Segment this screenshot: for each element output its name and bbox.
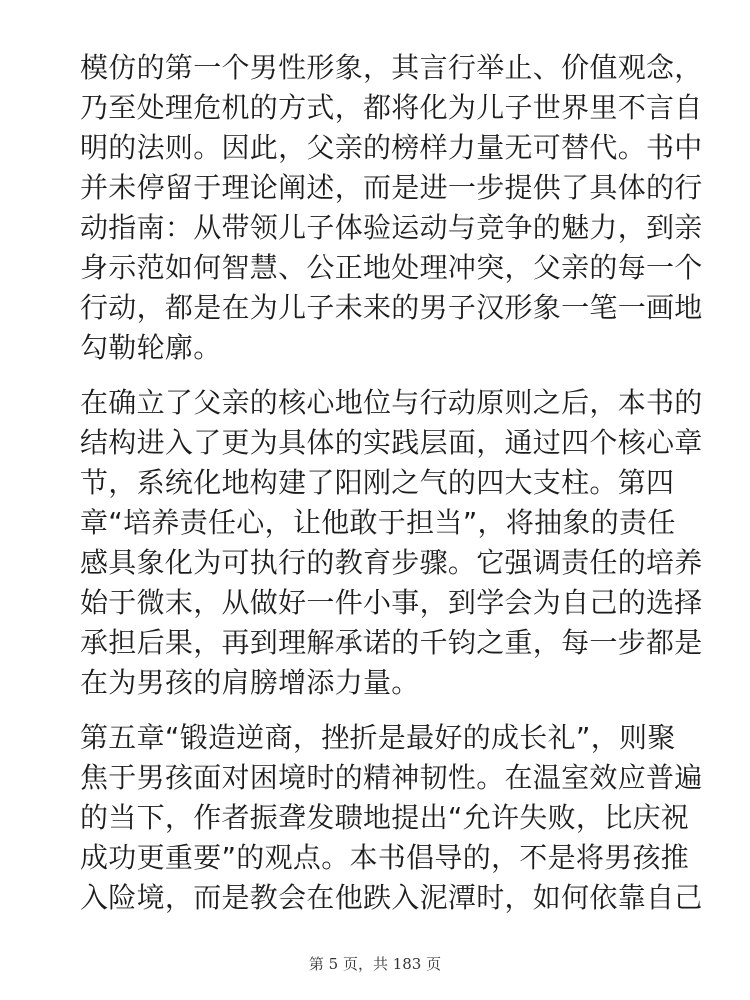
paragraph <box>80 48 703 368</box>
text-line: 模仿的第一个男性形象，其言行举止、价值观念， <box>80 51 703 84</box>
text-line: 承担后果，再到理解承诺的千钧之重，每一步都是 <box>80 626 703 659</box>
text-line: 入险境，而是教会在他跌入泥潭时，如何依靠自己 <box>80 881 703 914</box>
text-line: 焦于男孩面对困境时的精神韧性。在温室效应普遍 <box>80 761 703 794</box>
text-line: 的当下，作者振聋发聩地提出“允许失败，比庆祝 <box>80 801 690 834</box>
body-text <box>80 48 703 933</box>
text-line: 乃至处理危机的方式，都将化为儿子世界里不言自 <box>80 91 703 124</box>
page-number-footer: 第 5 页，共 183 页 <box>308 955 442 973</box>
text-line: 身示范如何智慧、公正地处理冲突，父亲的每一个 <box>80 251 703 284</box>
text-line: 始于微末，从做好一件小事，到学会为自己的选择 <box>80 586 703 619</box>
text-line: 动指南：从带领儿子体验运动与竞争的魅力，到亲 <box>80 211 703 244</box>
text-line: 感具象化为可执行的教育步骤。它强调责任的培养 <box>80 546 703 579</box>
text-line: 节，系统化地构建了阳刚之气的四大支柱。第四 <box>80 466 675 499</box>
text-line: 并未停留于理论阐述，而是进一步提供了具体的行 <box>80 171 703 204</box>
text-line: 勾勒轮廓。 <box>80 331 222 364</box>
text-line: 结构进入了更为具体的实践层面，通过四个核心章 <box>80 426 703 459</box>
paragraph <box>80 383 703 703</box>
text-line: 在确立了父亲的核心地位与行动原则之后，本书的 <box>80 386 703 419</box>
text-line: 章“培养责任心，让他敢于担当”，将抽象的责任 <box>80 506 676 539</box>
text-line: 在为男孩的肩膀增添力量。 <box>80 666 420 699</box>
text-line: 明的法则。因此，父亲的榜样力量无可替代。书中 <box>80 131 703 164</box>
text-line: 行动，都是在为儿子未来的男子汉形象一笔一画地 <box>80 291 703 324</box>
text-line: 第五章“锻造逆商，挫折是最好的成长礼”，则聚 <box>80 721 676 754</box>
paragraph <box>80 718 703 918</box>
text-line: 成功更重要”的观点。本书倡导的，不是将男孩推 <box>80 841 690 874</box>
